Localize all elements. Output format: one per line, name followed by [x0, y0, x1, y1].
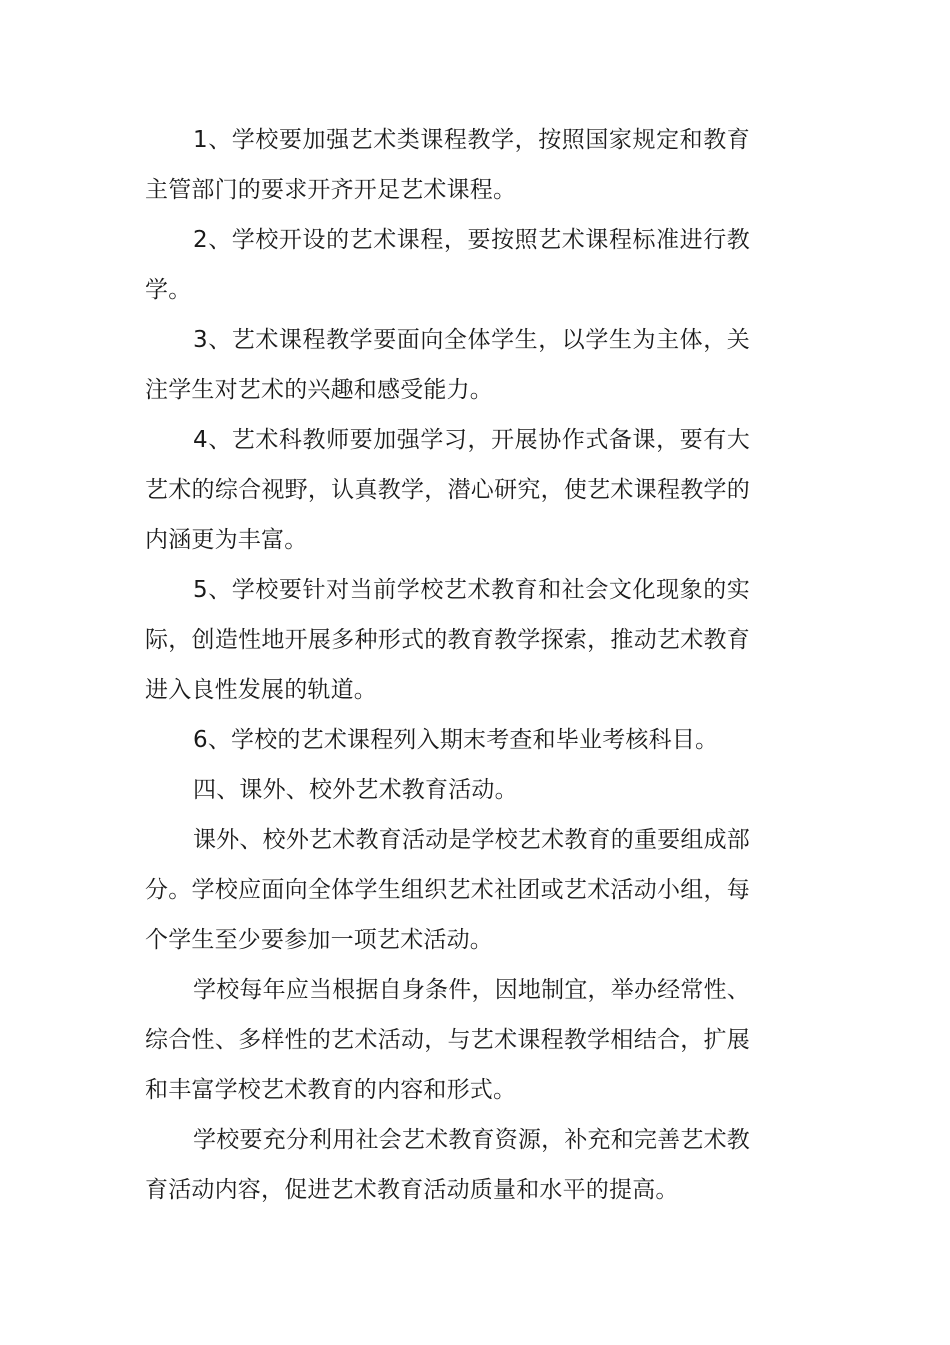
paragraph-item-5: 5、学校要针对当前学校艺术教育和社会文化现象的实际，创造性地开展多种形式的教育教学探索，推动艺术教育进入良性发展的轨道。 [145, 577, 750, 703]
paragraph-social-resources: 学校要充分利用社会艺术教育资源，补充和完善艺术教育活动内容，促进艺术教育活动质量和水平的提高。 [145, 1127, 750, 1203]
paragraph-item-1: 1、学校要加强艺术类课程教学，按照国家规定和教育主管部门的要求开齐开足艺术课程。 [145, 127, 750, 203]
paragraph-annual-activities: 学校每年应当根据自身条件，因地制宜，举办经常性、综合性、多样性的艺术活动，与艺术课程教学相结合，扩展和丰富学校艺术教育的内容和形式。 [145, 977, 750, 1103]
paragraph-extracurricular-intro: 课外、校外艺术教育活动是学校艺术教育的重要组成部分。学校应面向全体学生组织艺术社团或艺术活动小组，每个学生至少要参加一项艺术活动。 [145, 827, 750, 953]
paragraph-item-2: 2、学校开设的艺术课程，要按照艺术课程标准进行教学。 [145, 227, 750, 303]
paragraph-item-4: 4、艺术科教师要加强学习，开展协作式备课，要有大艺术的综合视野，认真教学，潜心研究，使艺术课程教学的内涵更为丰富。 [145, 427, 750, 553]
paragraph-item-6: 6、学校的艺术课程列入期末考查和毕业考核科目。 [193, 727, 719, 753]
document-body [145, 115, 750, 1215]
paragraph-item-3: 3、艺术课程教学要面向全体学生，以学生为主体，关注学生对艺术的兴趣和感受能力。 [145, 327, 750, 403]
section-heading-extracurricular: 四、课外、校外艺术教育活动。 [193, 777, 518, 803]
